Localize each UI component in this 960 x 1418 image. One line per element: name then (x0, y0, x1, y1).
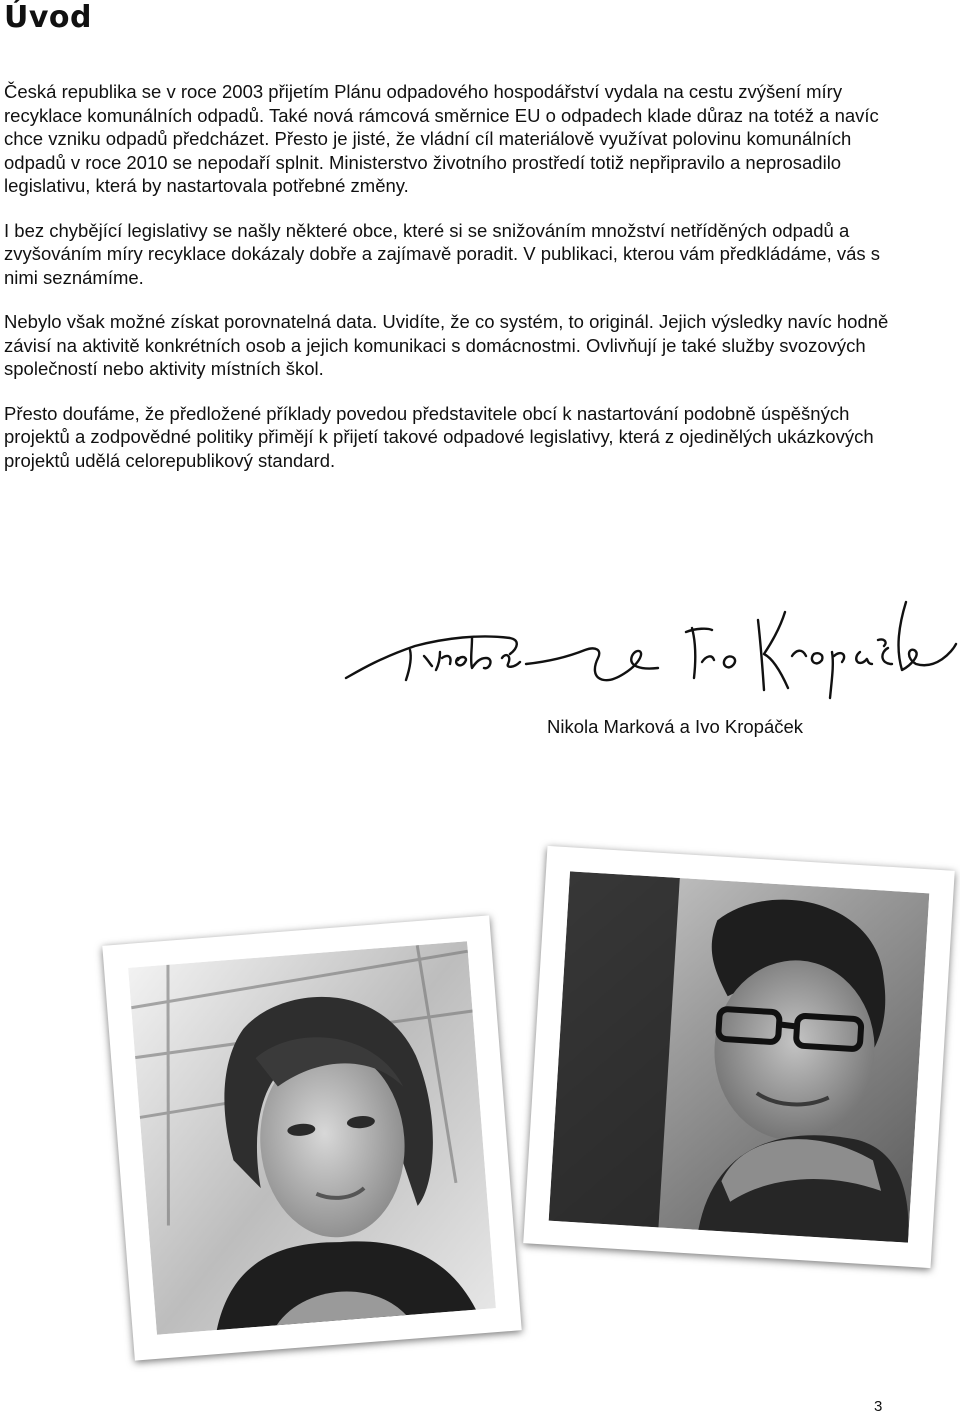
photo-nikola-markova (102, 915, 521, 1360)
signature-names: Nikola Marková a Ivo Kropáček (547, 716, 804, 737)
portrait-woman-image (128, 941, 496, 1335)
intro-text (4, 80, 890, 493)
paragraph-3: Nebylo však možné získat porovnatelná data. Uvidíte, že co systém, to originál. Jejich výsledky navíc hodně závisí na aktivitě konkrétních osob a jejich komunikaci s domácnostmi. Ovlivňují je také služby svozových společností nebo aktivity místních škol. (4, 311, 889, 379)
page-number: 3 (874, 1398, 883, 1415)
paragraph-4: Přesto doufáme, že předložené příklady povedou představitele obcí k nastartování podobně úspěšných projektů a zodpovědné politiky přimějí k přijetí takové odpadové legislativy, která z ojedinělých ukázkových projektů udělá celorepublikový standard. (4, 402, 874, 471)
photo-ivo-kropacek (523, 846, 955, 1268)
paragraph-1: Česká republika se v roce 2003 přijetím Plánu odpadového hospodářství vydala na cestu zvýšení míry recyklace komunálních odpadů. Také nová rámcová směrnice EU o odpadech klade důraz na totéž a navíc chce vzniku odpadů předcházet. Přesto je jisté, že vládní cíl materiálově využívat polovinu komunálních odpadů v roce 2010 se nepodaří splnit. Ministerstvo životního prostředí totiž nepřipravilo a neprosadilo legislativu, která by nastartovala potřebné změny. (4, 81, 879, 196)
paragraph-2: I bez chybějící legislativy se našly některé obce, které si se snižováním množství netříděných odpadů a zvyšováním míry recyklace dokázaly dobře a zajímavě poradit. V publikaci, kterou vám předkládáme, vás s nimi seznámíme. (4, 219, 881, 288)
portrait-man-image (549, 871, 930, 1242)
page-title: Úvod (4, 0, 93, 35)
handwritten-signature (340, 598, 960, 710)
